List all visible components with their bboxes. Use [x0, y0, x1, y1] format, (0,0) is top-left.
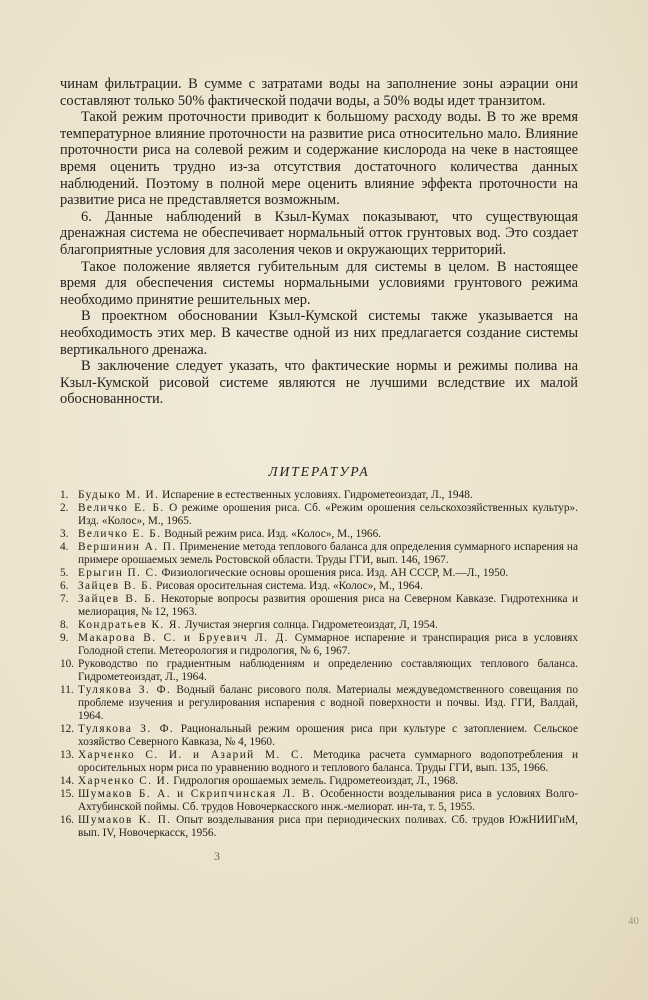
reference-author: Зайцев В. Б. [78, 593, 157, 605]
reference-item [60, 814, 578, 840]
reference-number: 7. [60, 593, 69, 605]
reference-author: Кондратьев К. Я. [78, 619, 182, 631]
reference-text [78, 814, 578, 840]
reference-item [60, 580, 578, 593]
reference-author: Харченко С. И. [78, 775, 171, 787]
paragraph-3: 6. Данные наблюдений в Кзыл-Кумах показывают, что существующая дренажная система не обеспечивает нормальный отток грунтовых вод. Это создает благоприятные условия для засоления чеков и окружающих территорий. [60, 208, 578, 258]
reference-body: Испарение в естественных условиях. Гидрометеоиздат, Л., 1948. [162, 489, 473, 501]
reference-number: 14. [60, 775, 75, 787]
reference-number: 8. [60, 619, 69, 631]
reference-text [78, 567, 578, 580]
reference-body: Особенности возделывания риса в условиях Волго-Ахтубинской поймы. Сб. трудов Новочеркасского инж.-мелиорат. ин-та, т. 5, 1955. [78, 788, 578, 813]
reference-text [78, 658, 578, 684]
reference-author: Шумаков К. П. [78, 814, 172, 826]
reference-number: 1. [60, 489, 69, 501]
reference-list [60, 489, 578, 840]
reference-item [60, 775, 578, 788]
reference-author: Харченко С. И. и Азарий М. С. [78, 749, 305, 761]
reference-number: 10. [60, 658, 75, 670]
reference-body: Методика расчета суммарного водопотребления и оросительных норм риса по уравнению водного и теплового баланса. Труды ГГИ, вып. 135, 1966. [78, 749, 578, 774]
reference-item [60, 684, 578, 723]
reference-author: Будыко М. И. [78, 489, 160, 501]
reference-body: Рисовая оросительная система. Изд. «Колос», М., 1964. [156, 580, 423, 592]
paragraph-4: Такое положение является губительным для системы в целом. В настоящее время для обеспечения системы нормальными условиями грунтового режима необходимо принятие решительных мер. [60, 258, 578, 308]
reference-item [60, 632, 578, 658]
reference-body: Руководство по градиентным наблюдениям и определению составляющих теплового баланса. Гидрометеоиздат, Л., 1964. [78, 658, 578, 683]
reference-text [78, 619, 578, 632]
reference-text [78, 632, 578, 658]
reference-item [60, 749, 578, 775]
reference-item [60, 723, 578, 749]
reference-item [60, 788, 578, 814]
reference-number: 2. [60, 502, 69, 514]
reference-number: 15. [60, 788, 75, 800]
reference-text [78, 489, 578, 502]
reference-author: Величко Е. Б. [78, 528, 162, 540]
reference-author: Тулякова З. Ф. [78, 684, 172, 696]
reference-body: Гидрология орошаемых земель. Гидрометеоиздат, Л., 1968. [173, 775, 459, 787]
reference-item [60, 593, 578, 619]
reference-body: Физиологические основы орошения риса. Изд. АН СССР, М.—Л., 1950. [161, 567, 509, 579]
reference-text [78, 580, 578, 593]
body-text [60, 76, 578, 408]
reference-author: Макарова В. С. и Бруевич Л. Д. [78, 632, 289, 644]
reference-author: Зайцев В. Б. [78, 580, 154, 592]
reference-author: Тулякова З. Ф. [78, 723, 175, 735]
reference-item [60, 567, 578, 580]
reference-body: Некоторые вопросы развития орошения риса на Северном Кавказе. Гидротехника и мелиорация, № 12, 1963. [78, 593, 578, 618]
paragraph-1: чинам фильтрации. В сумме с затратами воды на заполнение зоны аэрации они составляют только 50% фактической подачи воды, а 50% воды идет транзитом. [60, 76, 578, 109]
reference-text [78, 788, 578, 814]
reference-number: 9. [60, 632, 69, 644]
literature-heading: ЛИТЕРАТУРА [268, 464, 370, 479]
reference-author: Вершинин А. П. [78, 541, 177, 553]
reference-number: 16. [60, 814, 75, 826]
reference-number: 3. [60, 528, 69, 540]
reference-body: Водный баланс рисового поля. Материалы междуведомственного совещания по проблеме изучения и регулирования испарения с водной поверхности и почвы. Изд. ГГИ, Валдай, 1964. [78, 684, 578, 722]
reference-body: Рациональный режим орошения риса при культуре с затоплением. Сельское хозяйство Северного Кавказа, № 4, 1960. [78, 723, 578, 748]
reference-text [78, 593, 578, 619]
reference-body: Водный режим риса. Изд. «Колос», М., 1966. [164, 528, 382, 540]
reference-item [60, 658, 578, 684]
reference-body: Лучистая энергия солнца. Гидрометеоиздат, Л, 1954. [184, 619, 438, 631]
reference-number: 6. [60, 580, 69, 592]
paragraph-2: Такой режим проточности приводит к большому расходу воды. В то же время температурное влияние проточности на развитие риса относительно мало. Влияние проточности риса на солевой режим и содержание кислорода на чеке в настоящее время оценить трудно из-за отсутствия достаточного количества данных наблюдений. Поэтому в полной мере оценить влияние эффекта проточности на развитие риса не представляется возможным. [60, 109, 578, 209]
end-mark: 3 [214, 849, 220, 863]
reference-item [60, 619, 578, 632]
reference-item [60, 489, 578, 502]
paragraph-5: В проектном обосновании Кзыл-Кумской системы также указывается на необходимость этих мер. В качестве одной из них предлагается создание системы вертикального дренажа. [60, 308, 578, 358]
reference-number: 11. [60, 684, 74, 696]
page-number: 40 [628, 915, 639, 927]
reference-text [78, 528, 578, 541]
reference-item [60, 528, 578, 541]
reference-text [78, 775, 578, 788]
reference-item [60, 541, 578, 567]
reference-author: Ерыгин П. С. [78, 567, 159, 579]
reference-text [78, 749, 578, 775]
reference-text [78, 723, 578, 749]
reference-number: 12. [60, 723, 75, 735]
reference-number: 4. [60, 541, 69, 553]
reference-text [78, 502, 578, 528]
reference-author: Величко Е. Б. [78, 502, 165, 514]
reference-body: Применение метода теплового баланса для определения суммарного испарения на примере орошаемых земель Ростовской области. Труды ГГИ, вып. 146, 1967. [78, 541, 578, 566]
reference-number: 5. [60, 567, 69, 579]
reference-body: Опыт возделывания риса при периодических поливах. Сб. трудов ЮжНИИГиМ, вып. IV, Новочеркасск, 1956. [78, 814, 578, 839]
reference-item [60, 502, 578, 528]
reference-text [78, 684, 578, 723]
paragraph-6: В заключение следует указать, что фактические нормы и режимы полива на Кзыл-Кумской рисовой системе являются не лучшими вследствие их малой обоснованности. [60, 358, 578, 408]
reference-author: Шумаков Б. А. и Скрипчинская Л. В. [78, 788, 316, 800]
reference-body: Суммарное испарение и транспирация риса в условиях Голодной степи. Метеорология и гидрология, № 6, 1967. [78, 632, 578, 657]
reference-body: О режиме орошения риса. Сб. «Режим орошения сельскохозяйственных культур». Изд. «Колос», М., 1965. [78, 502, 579, 527]
reference-number: 13. [60, 749, 75, 761]
reference-text [78, 541, 578, 567]
